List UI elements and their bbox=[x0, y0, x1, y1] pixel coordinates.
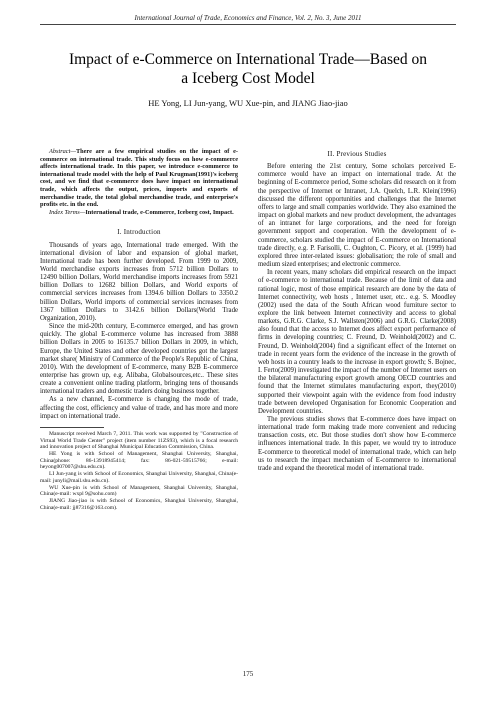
paper-title bbox=[40, 50, 456, 88]
index-terms-label: Index Terms— bbox=[49, 208, 86, 216]
footnote: JIANG Jiao-jiao is with School of Economics, Shanghai University, Shanghai, China(e-mail: jj87316@163.com). bbox=[40, 497, 238, 511]
title-line-2: a Iceberg Cost Model bbox=[181, 70, 315, 87]
footnote: LI Jun-yang is with School of Economics, Shanghai University, Shanghai, China(e-mail: junyli@mail.shu.edu.cn). bbox=[40, 471, 238, 484]
author-list: HE Yong, LI Jun-yang, WU Xue-pin, and JIANG Jiao-jiao bbox=[148, 98, 348, 108]
index-terms-text: International trade, e-Commerce, Iceberg cost, Impact. bbox=[85, 208, 234, 216]
section-heading-previous-studies: II. Previous Studies bbox=[327, 150, 387, 158]
right-column bbox=[258, 150, 456, 473]
intro-paragraph: Thousands of years ago, International trade emerged. With the international division of labor and expansion of global market, International trade has been further developed. From 1999 to 2009, World merchandise exports increases from 5712 billion Dollars to 12490 billion Dollars, World merchandise imports increases from 5921 billion Dollars to 12682 billion Dollars, and World exports of commercial services increases from 1394.6 billion Dollars to 3350.2 billion Dollars, World imports of commercial services increases from 1367 billion Dollars to 3142.6 billion Dollars(World Trade Organization, 2010). bbox=[40, 241, 238, 322]
previous-studies-paragraph: In recent years, many scholars did empirical research on the impact of e-commerce to international trade. Because of the limit of data and rational logic, most of those empirical research are done by the data of Internet connectivity, web hosts , Internet user, etc.. e.g. S. Moodley (2002) used the data of the South African wood furniture sector to explore the link between Internet connectivity and access to global markets, G.R.G. Clarke, S.J. Wallsten(2006) and G.R.G. Clarke(2008) also found that the access to Internet does affect export performance of firms in developing countries; C. Freund, D. Weinhold(2002) and C. Freund, D. Weinhold(2004) find a significant effect of the Internet on trade in recent years form the evidence of the increase in the growth of web hosts in a country leads to the increase in export growth; S. Bojnec, I. Ferto(2009) investigated the impact of the number of Internet users on the bilateral manufacturing export growth among OECD countries and found that the Internet stimulates manufacturing export, they(2010) supported their viewpoint again with the evidence from food industry trade between developed Organisation for Economic Cooperation and Development countries. bbox=[258, 269, 456, 415]
page-number: 175 bbox=[242, 670, 254, 678]
footnote: HE Yong is with School of Management, Shanghai University, Shanghai, China(phone: 86-13918945414; fax: 86-021-59515766; e-mail: heyong007007@shu.edu.cn). bbox=[40, 451, 238, 471]
footnote-rule bbox=[40, 427, 104, 428]
previous-studies-paragraph: Before entering the 21st century, Some scholars perceived E-commerce would have an impact on international trade. At the beginning of E-commerce period, Some scholars did research on it from the perspective of Internet or Intranet, J.A. Quelch, L.R. Klein(1996) discussed the different opportunities and challenges that the Internet offers to large and small companies worldwide. They also examined the impact on global markets and new product development, the advantages of an intranet for large corporations, and the need for foreign government support and cooperation. With the development of e-commerce, scholars studied the impact of E-commerce on International trade directly, e.g. P. Farisolli, C. Oughton, C. Picory, et al. (1999) had explored three inter-related issues: globalisation; the role of small and medium sized enterprises; and electronic commerce. bbox=[258, 163, 456, 269]
intro-paragraph: As a new channel, E-commerce is changing the mode of trade, affecting the cost, efficiency and value of trade, and has more and more impact on international trade. bbox=[40, 396, 238, 420]
header-rule bbox=[40, 24, 456, 25]
previous-studies-paragraph: The previous studies shows that E-commerce does have impact on international trade form making trade more convenient and reducing transaction costs, etc. But those studies don't show how E-commerce influences international trade. In this paper, we would try to introduce E-commerce to theoretical model of international trade, which can help us to research the impact mechanism of E-commerce to international trade and expand the theoretical model of international trade. bbox=[258, 416, 456, 472]
footnote: Manuscript received March 7, 2011. This work was supported by "Construction of Virtual World Trade Center" project (item number 11ZS93), which is a focal research and innovation project of Shanghai Municipal Education Commission, China. bbox=[40, 430, 238, 451]
footnote: WU Xue-pin is with School of Management, Shanghai University, Shanghai, China(e-mail: wxpl 9@sohu.com) bbox=[40, 484, 238, 498]
abstract-label: Abstract— bbox=[49, 148, 76, 155]
left-column bbox=[40, 148, 238, 511]
index-terms bbox=[40, 209, 238, 217]
intro-paragraph: Since the mid-20th century, E-commerce emerged, and has grown quickly. The global E-commerce volume has increased from 3888 billion Dollars in 2005 to 16135.7 billion Dollars in 2009, in which, Europe, the United States and other developed countries got the largest market share( Ministry of Commerce of the People's Republic of China, 2010). With the development of E-commerce, many B2B E-commerce enterprise has grown up, e.g. Alibaba, Globalsources,etc.. These sites create a convenient online trading platform, bringing tens of thousands international traders and domestic traders doing business together. bbox=[40, 323, 238, 396]
running-head: International Journal of Trade, Economics and Finance, Vol. 2, No. 3, June 2011 bbox=[134, 14, 362, 22]
abstract bbox=[40, 148, 238, 209]
section-heading-introduction: I. Introduction bbox=[117, 228, 161, 237]
abstract-text: There are a few empirical studies on the impact of e-commerce on international trade. This study focus on how e-commerce affects international trade. In this paper, we introduce e-commerce to international trade model with the help of Paul Krugman(1991)'s iceberg cost, and we find that e-commerce does have impact on international trade, which affects the output, prices, imports and exports of merchandise trade, the total global merchandise trade, and enterprise's profits etc. in the end. bbox=[40, 148, 238, 209]
title-line-1: Impact of e-Commerce on International Trade—Based on bbox=[68, 51, 428, 68]
